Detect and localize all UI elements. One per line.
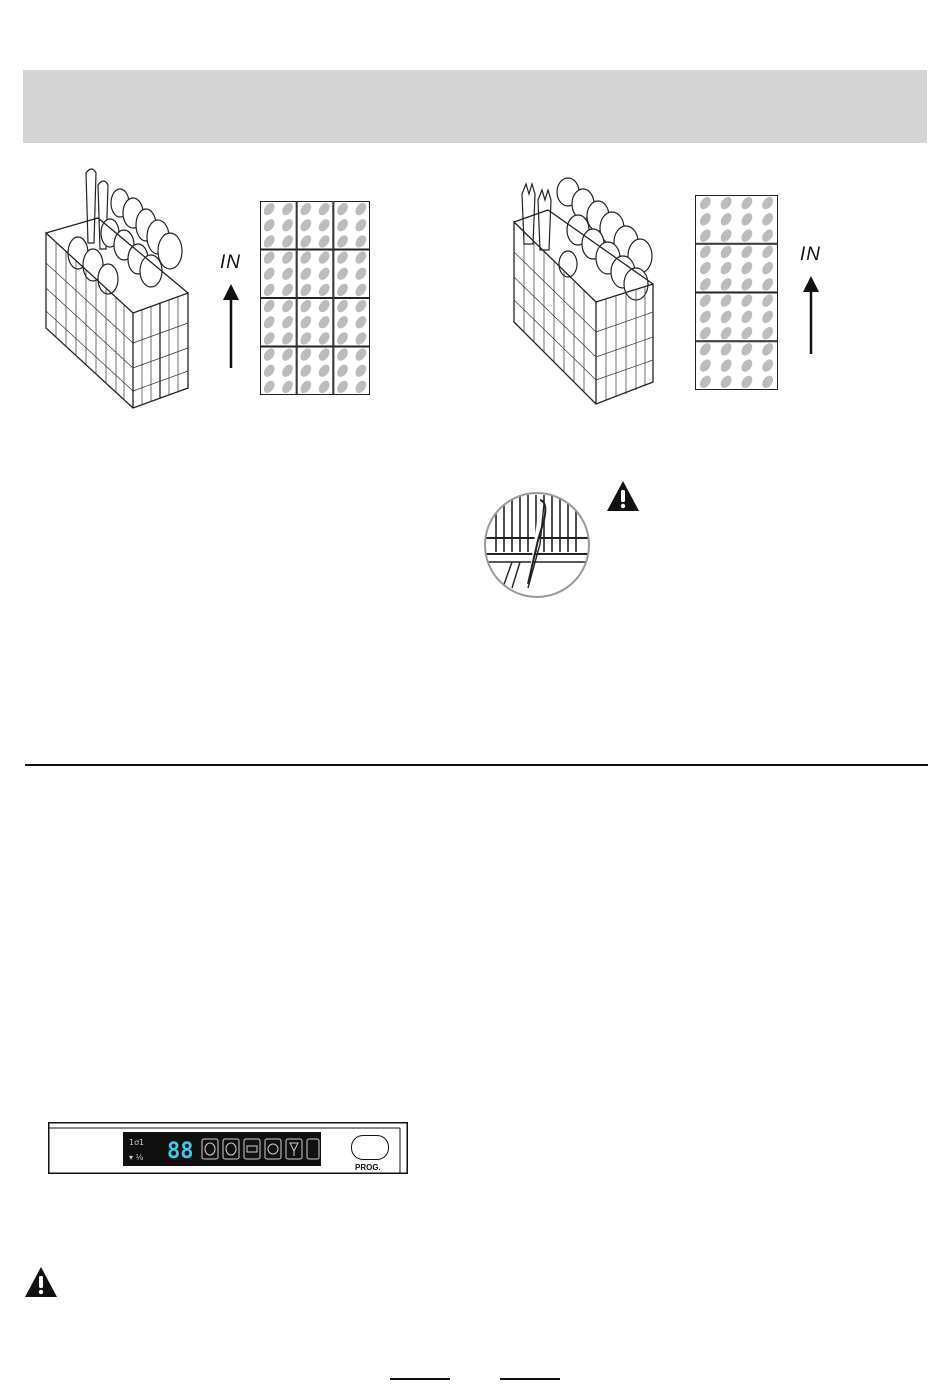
up-arrow-icon-right	[802, 276, 820, 356]
compartment-grid-right	[695, 195, 778, 390]
cutlery-basket-right-icon	[508, 172, 663, 412]
cutlery-basket-left-icon	[38, 163, 193, 413]
normal-program-icon	[223, 1139, 239, 1159]
prewash-program-icon	[307, 1139, 319, 1159]
svg-text:▾ ⅛: ▾ ⅛	[129, 1153, 144, 1162]
rapid-program-icon	[265, 1139, 281, 1159]
grid-cell	[696, 341, 778, 390]
grid-cell	[261, 249, 297, 298]
in-direction-label-right: IN	[800, 244, 821, 265]
grid-cell	[696, 292, 778, 341]
footer-line-right	[500, 1378, 560, 1380]
grid-cell	[261, 298, 297, 347]
grid-cell	[334, 201, 370, 250]
grid-cell	[334, 249, 370, 298]
up-arrow-icon-left	[222, 284, 240, 370]
grid-cell	[261, 346, 297, 395]
warning-icon-right	[606, 480, 640, 512]
cutlery-basket-illustration-left	[38, 163, 193, 413]
grid-cell	[334, 346, 370, 395]
grid-cell	[297, 201, 333, 250]
grid-cell	[334, 298, 370, 347]
compartment-grid-left	[260, 201, 370, 395]
prog-button-label: PROG.	[355, 1163, 381, 1172]
grid-cell	[297, 298, 333, 347]
grid-cell	[297, 346, 333, 395]
footer-line-left	[390, 1378, 450, 1380]
warning-icon-bottom	[24, 1266, 58, 1298]
rinse-indicator: 1ơ1	[129, 1138, 145, 1147]
grid-cell	[261, 201, 297, 250]
cutlery-basket-illustration-right	[508, 172, 663, 412]
grid-cell	[297, 249, 333, 298]
in-direction-label-left: IN	[220, 252, 241, 273]
eco-program-icon	[244, 1139, 260, 1159]
grid-cell	[696, 195, 778, 244]
display-screen	[123, 1132, 321, 1166]
magnify-detail-icon	[482, 490, 592, 600]
display-digits: 88	[167, 1139, 194, 1164]
section-divider	[25, 764, 928, 766]
magnified-detail-circle	[482, 490, 592, 600]
prog-button[interactable]	[351, 1135, 389, 1160]
header-band	[23, 70, 927, 143]
grid-cell	[696, 244, 778, 293]
intensive-program-icon	[202, 1139, 218, 1159]
